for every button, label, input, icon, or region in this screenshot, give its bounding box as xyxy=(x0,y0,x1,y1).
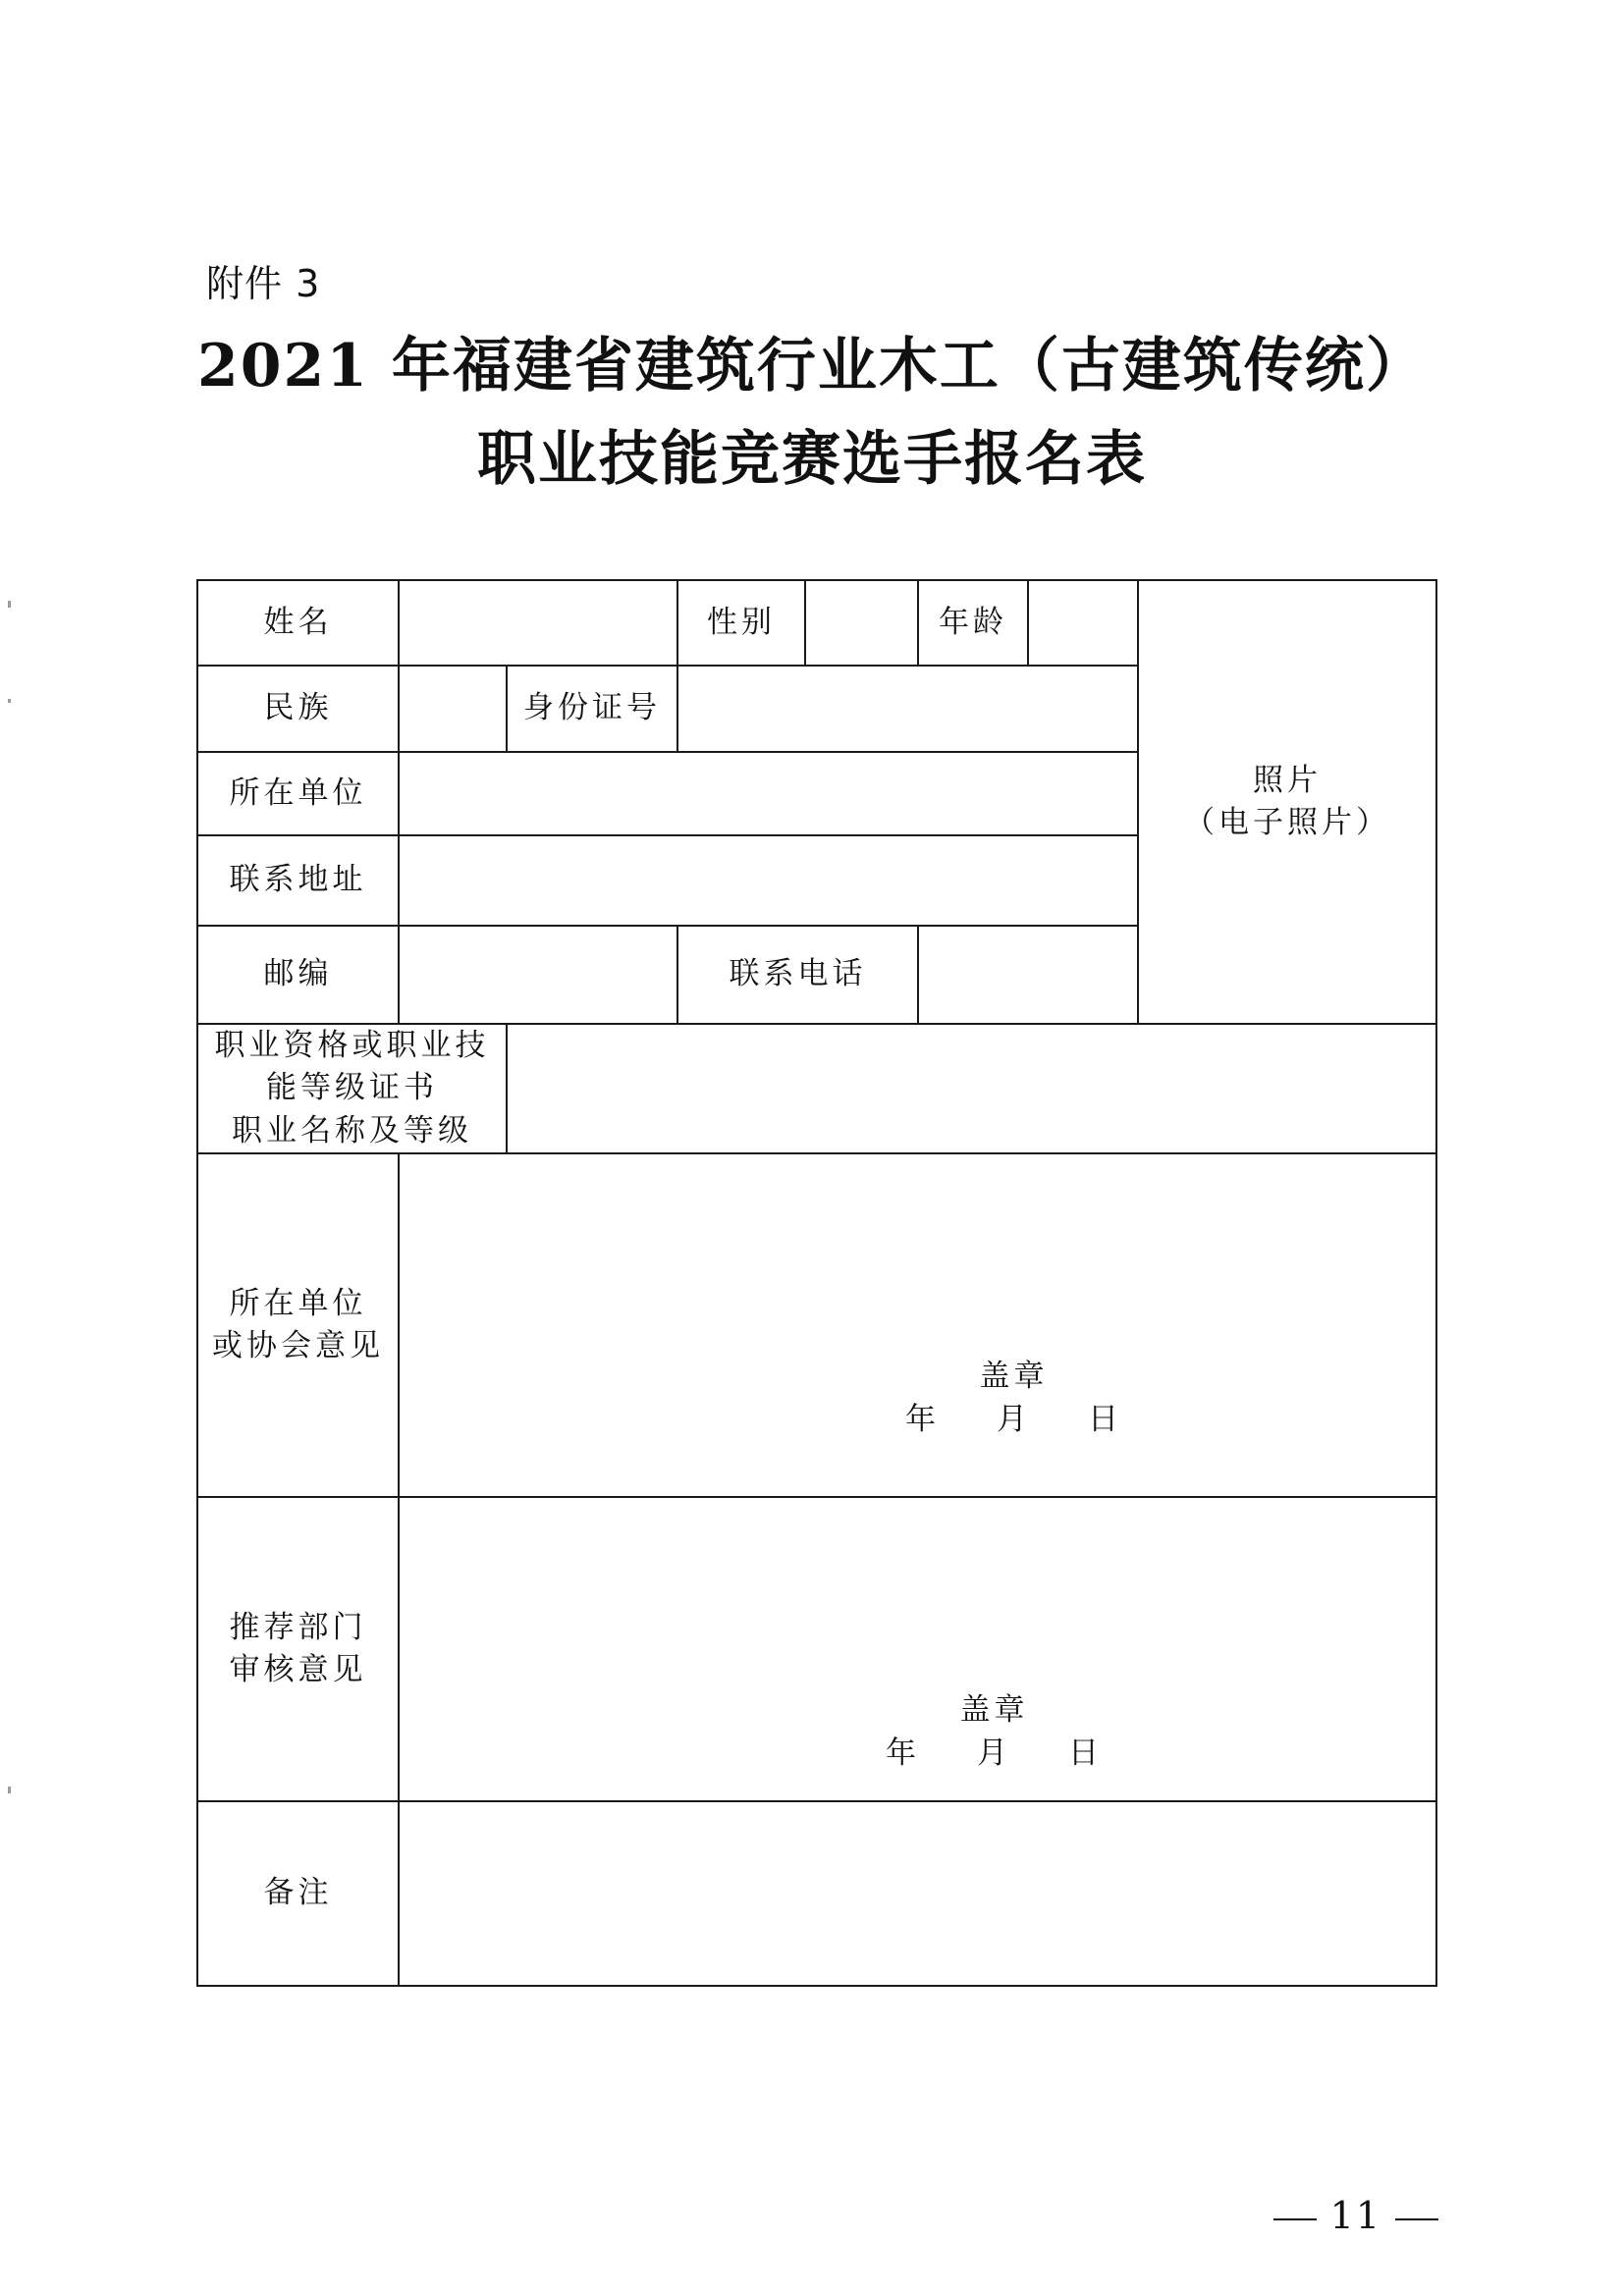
photo-note: （电子照片） xyxy=(1184,805,1390,840)
date-day: 日 xyxy=(1068,1735,1103,1771)
row-employer-opinion xyxy=(197,1153,1436,1497)
page-number-value: 11 xyxy=(1329,2194,1381,2237)
row-name xyxy=(197,580,1436,666)
remarks-label: 备注 xyxy=(197,1801,399,1986)
registration-form-table xyxy=(196,579,1437,1987)
employer-label: 所在单位 xyxy=(197,752,399,835)
remarks-field[interactable] xyxy=(399,1801,1436,1986)
name-field[interactable] xyxy=(399,580,677,666)
date-line xyxy=(886,1733,1103,1775)
qualification-label-line: 能等级证书 xyxy=(266,1070,438,1106)
page-number xyxy=(1260,2194,1452,2237)
recommender-opinion-label xyxy=(197,1497,399,1801)
scan-mark xyxy=(8,699,11,703)
phone-label: 联系电话 xyxy=(677,926,918,1024)
postcode-label: 邮编 xyxy=(197,926,399,1024)
date-day: 日 xyxy=(1088,1401,1122,1437)
employer-opinion-label-line: 或协会意见 xyxy=(212,1328,384,1364)
employer-seal-block xyxy=(905,1356,1122,1441)
qualification-field[interactable] xyxy=(507,1024,1436,1153)
seal-label: 盖章 xyxy=(979,1359,1049,1395)
phone-field[interactable] xyxy=(918,926,1138,1024)
employer-field[interactable] xyxy=(399,752,1138,835)
name-label: 姓名 xyxy=(197,580,399,666)
date-month: 月 xyxy=(977,1735,1011,1771)
date-year: 年 xyxy=(905,1401,940,1437)
row-recommender-opinion xyxy=(197,1497,1436,1801)
address-label: 联系地址 xyxy=(197,835,399,926)
age-label: 年龄 xyxy=(918,580,1028,666)
employer-opinion-label-line: 所在单位 xyxy=(229,1285,367,1321)
recommender-opinion-field[interactable] xyxy=(399,1497,1436,1801)
postcode-field[interactable] xyxy=(399,926,677,1024)
photo-cell[interactable] xyxy=(1138,580,1436,1024)
address-field[interactable] xyxy=(399,835,1138,926)
dash-right xyxy=(1395,2218,1438,2220)
id-number-label: 身份证号 xyxy=(507,666,677,752)
photo-label: 照片 xyxy=(1253,762,1322,798)
gender-label: 性别 xyxy=(677,580,805,666)
qualification-label xyxy=(197,1024,507,1153)
recommender-opinion-label-line: 推荐部门 xyxy=(229,1609,367,1645)
date-year: 年 xyxy=(886,1735,920,1771)
scan-mark xyxy=(8,601,11,608)
seal-label: 盖章 xyxy=(959,1692,1029,1729)
recommender-seal-block xyxy=(886,1689,1103,1775)
dash-left xyxy=(1273,2218,1317,2220)
row-remarks xyxy=(197,1801,1436,1986)
qualification-label-line: 职业资格或职业技 xyxy=(214,1028,490,1063)
age-field[interactable] xyxy=(1028,580,1138,666)
scan-mark xyxy=(8,1787,11,1793)
form-title-line-2: 职业技能竞赛选手报名表 xyxy=(477,425,1147,494)
row-qualification xyxy=(197,1024,1436,1153)
attachment-label: 附件 3 xyxy=(206,262,321,305)
id-number-field[interactable] xyxy=(677,666,1138,752)
date-line xyxy=(905,1399,1122,1441)
employer-opinion-field[interactable] xyxy=(399,1153,1436,1497)
employer-opinion-label xyxy=(197,1153,399,1497)
form-title-line-1: 2021 年福建省建筑行业木工（古建筑传统） xyxy=(197,332,1427,400)
ethnicity-field[interactable] xyxy=(399,666,507,752)
ethnicity-label: 民族 xyxy=(197,666,399,752)
date-month: 月 xyxy=(997,1401,1031,1437)
recommender-opinion-label-line: 审核意见 xyxy=(229,1652,367,1688)
gender-field[interactable] xyxy=(805,580,918,666)
qualification-label-line: 职业名称及等级 xyxy=(232,1112,472,1148)
